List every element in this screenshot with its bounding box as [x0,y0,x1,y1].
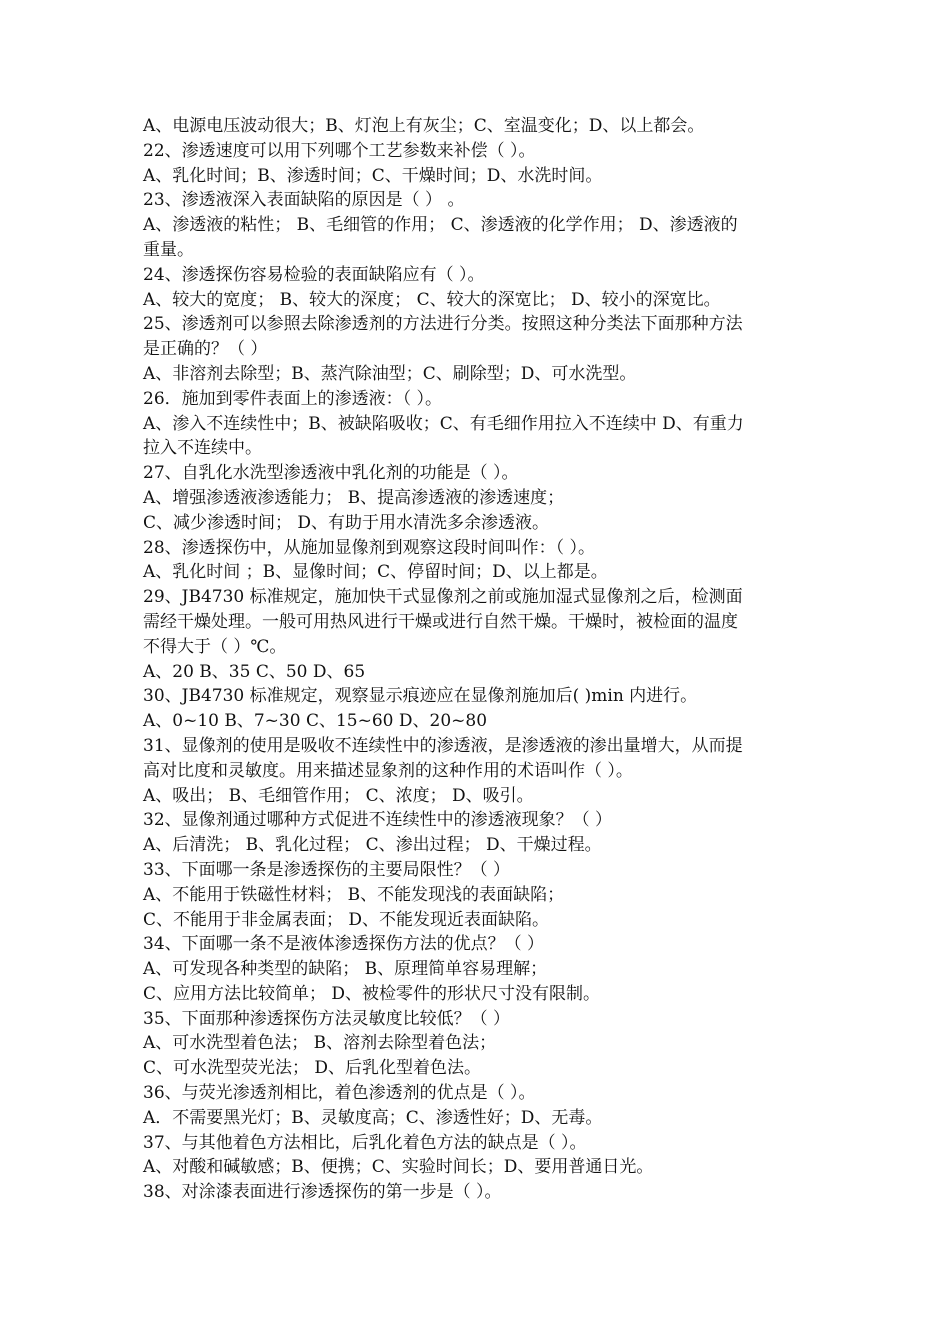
text-line: 高对比度和灵敏度。用来描述显象剂的这种作用的术语叫作（ ）。 [143,760,633,781]
text-line: C、应用方法比较简单； D、被检零件的形状尺寸没有限制。 [143,983,601,1004]
text-line: 25、渗透剂可以参照去除渗透剂的方法进行分类。按照这种分类法下面那种方法 [143,314,743,335]
text-line: 32、显像剂通过哪种方式促进不连续性中的渗透液现象？（ ） [143,810,613,831]
text-line: A、可水洗型着色法； B、溶剂去除型着色法； [143,1033,497,1054]
text-line: 37、与其他着色方法相比，后乳化着色方法的缺点是（ ）。 [143,1132,587,1153]
text-line: A、后清洗； B、乳化过程； C、渗出过程； D、干燥过程。 [143,835,602,856]
text-line: 27、自乳化水洗型渗透液中乳化剂的功能是（ ）。 [143,463,519,484]
text-line: A、可发现各种类型的缺陷； B、原理简单容易理解； [143,959,548,980]
text-line: 22、渗透速度可以用下列哪个工艺参数来补偿（ ）。 [143,140,536,161]
text-line: A、吸出； B、毛细管作用； C、浓度； D、吸引。 [143,785,534,806]
text-line: C、减少渗透时间； D、有助于用水清洗多余渗透液。 [143,512,550,533]
text-line: C、不能用于非金属表面； D、不能发现近表面缺陷。 [143,909,550,930]
text-line: 31、显像剂的使用是吸收不连续性中的渗透液，是渗透液的渗出量增大，从而提 [143,735,743,756]
text-line: A．不需要黑光灯；B、灵敏度高；C、渗透性好；D、无毒。 [143,1107,603,1128]
text-line: C、可水洗型荧光法； D、后乳化型着色法。 [143,1058,482,1079]
text-line: A、电源电压波动很大；B、灯泡上有灰尘；C、室温变化；D、以上都会。 [143,116,705,136]
text-line: 28、渗透探伤中，从施加显像剂到观察这段时间叫作：（ ）。 [143,537,596,558]
text-line: 重量。 [143,239,194,260]
text-line: A、增强渗透液渗透能力； B、提高渗透液的渗透速度； [143,487,565,508]
text-line: A、非溶剂去除型；B、蒸汽除油型；C、刷除型；D、可水洗型。 [143,363,637,384]
text-line: 是正确的？（ ） [143,339,268,360]
text-line: 30、JB4730 标准规定，观察显示痕迹应在显像剂施加后( )min 内进行。 [143,686,698,707]
text-line: A、0~10 B、7~30 C、15~60 D、20~80 [143,711,488,732]
text-line: 不得大于（ ）℃。 [143,636,287,657]
text-line: 29、JB4730 标准规定，施加快干式显像剂之前或施加湿式显像剂之后，检测面 [143,587,743,608]
text-line: A、较大的宽度； B、较大的深度； C、较大的深宽比； D、较小的深宽比。 [143,289,721,310]
text-line: 35、下面那种渗透探伤方法灵敏度比较低？（ ） [143,1008,511,1029]
text-line: 33、下面哪一条是渗透探伤的主要局限性？（ ） [143,859,511,880]
text-line: 需经干燥处理。一般可用热风进行干燥或进行自然干燥。干燥时，被检面的温度 [143,611,738,632]
text-line: A、渗入不连续性中；B、被缺陷吸收；C、有毛细作用拉入不连续中 D、有重力 [143,413,744,434]
question-text-body [143,114,813,1205]
text-line: A、20 B、35 C、50 D、65 [143,661,366,682]
text-line: 38、对涂漆表面进行渗透探伤的第一步是（ ）。 [143,1182,502,1203]
text-line: 26．施加到零件表面上的渗透液：（ ）。 [143,388,443,409]
text-line: 34、下面哪一条不是液体渗透探伤方法的优点？（ ） [143,934,545,955]
text-line: 24、渗透探伤容易检验的表面缺陷应有（ ）。 [143,264,485,285]
text-line: A、不能用于铁磁性材料； B、不能发现浅的表面缺陷； [143,884,565,905]
text-line: 36、与荧光渗透剂相比，着色渗透剂的优点是（ ）。 [143,1083,536,1104]
text-line: A、渗透液的粘性； B、毛细管的作用； C、渗透液的化学作用； D、渗透液的 [143,215,738,236]
text-line: A、乳化时间 ；B、显像时间；C、停留时间；D、以上都是。 [143,562,608,583]
text-line: A、对酸和碱敏感；B、便携；C、实验时间长；D、要用普通日光。 [143,1157,654,1178]
text-line: 23、渗透液深入表面缺陷的原因是（ ） 。 [143,190,465,211]
text-line: 拉入不连续中。 [143,438,262,459]
text-line: A、乳化时间；B、渗透时间；C、干燥时间；D、水洗时间。 [143,165,603,186]
